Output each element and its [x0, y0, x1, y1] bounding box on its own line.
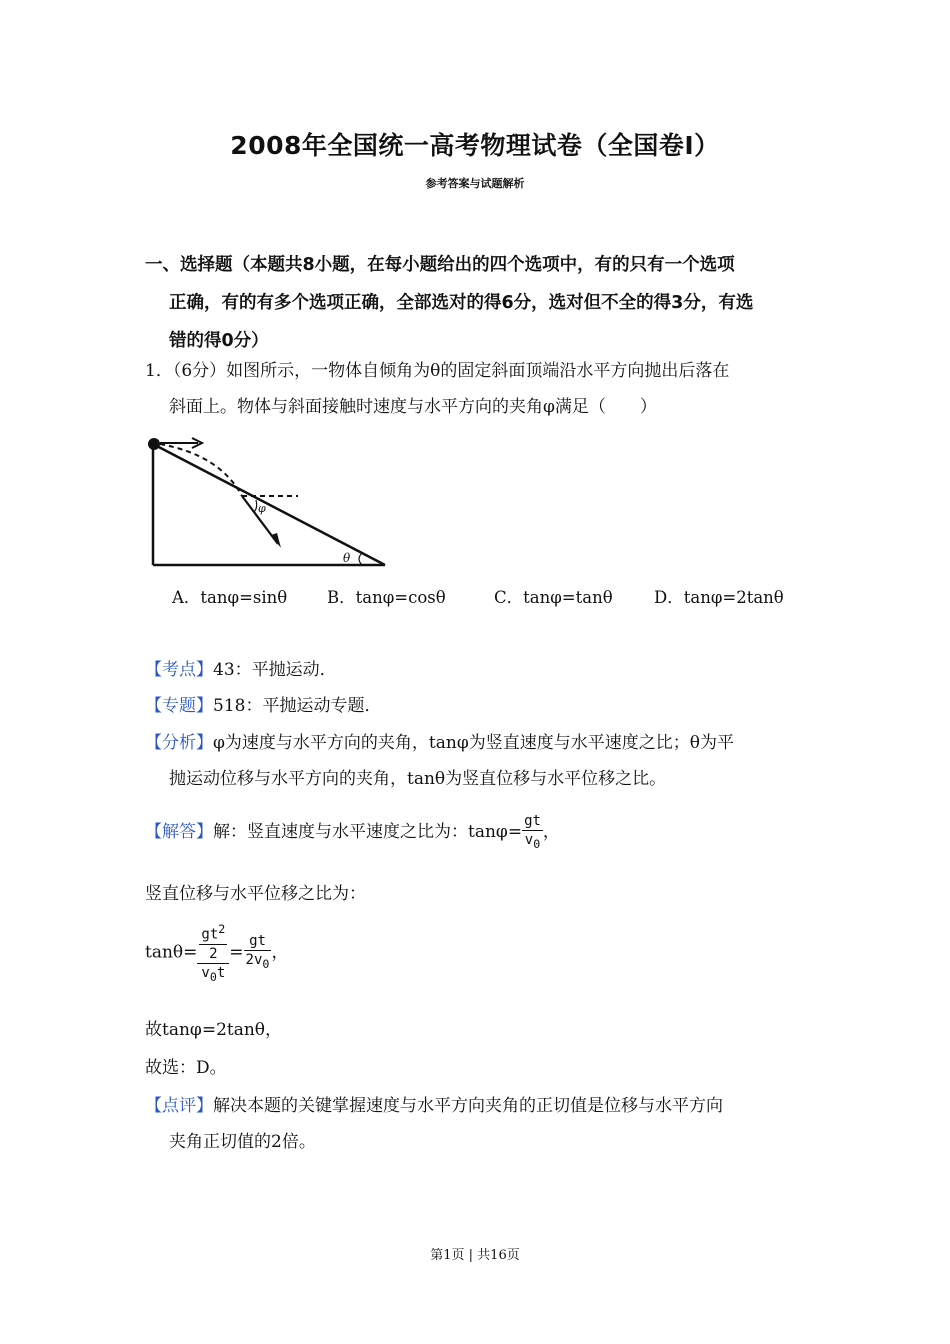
option-a[interactable]: A．tanφ=sinθ	[172, 588, 288, 607]
inner-numerator: gt	[201, 926, 219, 943]
choice-line: 故选：D。	[145, 1058, 227, 1078]
page-subtitle: 参考答案与试题解析	[425, 177, 525, 190]
tan-theta-outer-fraction	[197, 920, 229, 985]
fenxi-tag: 【分析】	[145, 733, 213, 753]
section-line-3: 错的得0分）	[169, 331, 269, 351]
fenxi-line-2: 抛运动位移与水平方向的夹角，tanθ为竖直位移与水平位移之比。	[169, 769, 667, 789]
page-footer: 第1页 | 共16页	[430, 1248, 520, 1263]
tan-phi-numerator: gt	[524, 813, 541, 829]
dianping-line-1: 解决本题的关键掌握速度与水平方向夹角的正切值是位移与水平方向	[213, 1096, 723, 1116]
page-title: 2008年全国统一高考物理试卷（全国卷I）	[230, 131, 720, 160]
inner-denominator: 2	[209, 945, 218, 962]
zhuanti-tag: 【专题】	[145, 696, 213, 716]
dianping-line-2: 夹角正切值的2倍。	[169, 1132, 316, 1152]
kaodian-tag: 【考点】	[145, 660, 213, 680]
question-line-2: 斜面上。物体与斜面接触时速度与水平方向的夹角φ满足（ ）	[169, 397, 657, 417]
zhuanti-text: 518：平抛运动专题．	[213, 696, 382, 716]
outer-denominator-sub: 0	[209, 969, 217, 984]
projectile-ball	[148, 438, 160, 450]
section-line-2: 正确，有的有多个选项正确，全部选对的得6分，选对但不全的得3分，有选	[169, 293, 754, 313]
question-1-stem	[145, 353, 815, 425]
fenxi-row	[145, 725, 825, 797]
figure-incline	[153, 444, 385, 565]
conclusion-line: 故tanφ=2tanθ，	[145, 1020, 283, 1040]
jieda-tag: 【解答】	[145, 821, 213, 842]
zhuanti-row	[145, 688, 825, 724]
jieda-row	[145, 812, 825, 853]
tan-phi-denominator-sub: 0	[533, 836, 541, 851]
incline-figure	[140, 430, 400, 570]
option-d[interactable]: D．tanφ=2tanθ	[654, 588, 784, 607]
tan-theta-equals: =	[229, 942, 244, 963]
second-numerator: gt	[244, 932, 272, 951]
second-denominator: 2v	[245, 952, 263, 969]
tan-phi-denominator: v	[524, 832, 534, 848]
tan-theta-formula	[145, 920, 825, 985]
tan-theta-second-fraction	[244, 932, 272, 973]
tan-theta-inner-fraction	[199, 920, 227, 963]
outer-denominator: v	[201, 964, 210, 981]
option-b[interactable]: B．tanφ=cosθ	[327, 588, 446, 607]
option-c[interactable]: C．tanφ=tanθ	[494, 588, 613, 607]
theta-label: θ	[343, 551, 351, 565]
question-line-1: 1．（6分）如图所示，一物体自倾角为θ的固定斜面顶端沿水平方向抛出后落在	[145, 361, 730, 381]
section-line-1: 一、选择题（本题共8小题，在每小题给出的四个选项中，有的只有一个选项	[145, 255, 735, 275]
second-denominator-sub: 0	[262, 957, 270, 972]
dianping-row	[145, 1088, 825, 1160]
outer-denominator-t: t	[216, 964, 226, 981]
jieda-text: 解：竖直速度与水平速度之比为：tanφ=	[213, 821, 523, 842]
kaodian-text: 43：平抛运动．	[213, 660, 337, 680]
tan-theta-prefix: tanθ=	[145, 942, 198, 963]
dianping-tag: 【点评】	[145, 1096, 213, 1116]
shuzhi-line: 竖直位移与水平位移之比为：	[145, 884, 366, 904]
jieda-comma: ，	[542, 821, 560, 842]
fenxi-line-1: φ为速度与水平方向的夹角，tanφ为竖直速度与水平速度之比；θ为平	[213, 733, 734, 753]
section-heading	[145, 246, 815, 360]
kaodian-row	[145, 652, 825, 688]
tan-phi-fraction	[522, 812, 543, 853]
inner-numerator-sup: 2	[218, 922, 226, 936]
tan-theta-comma: ，	[271, 942, 289, 963]
phi-label: φ	[258, 502, 266, 515]
